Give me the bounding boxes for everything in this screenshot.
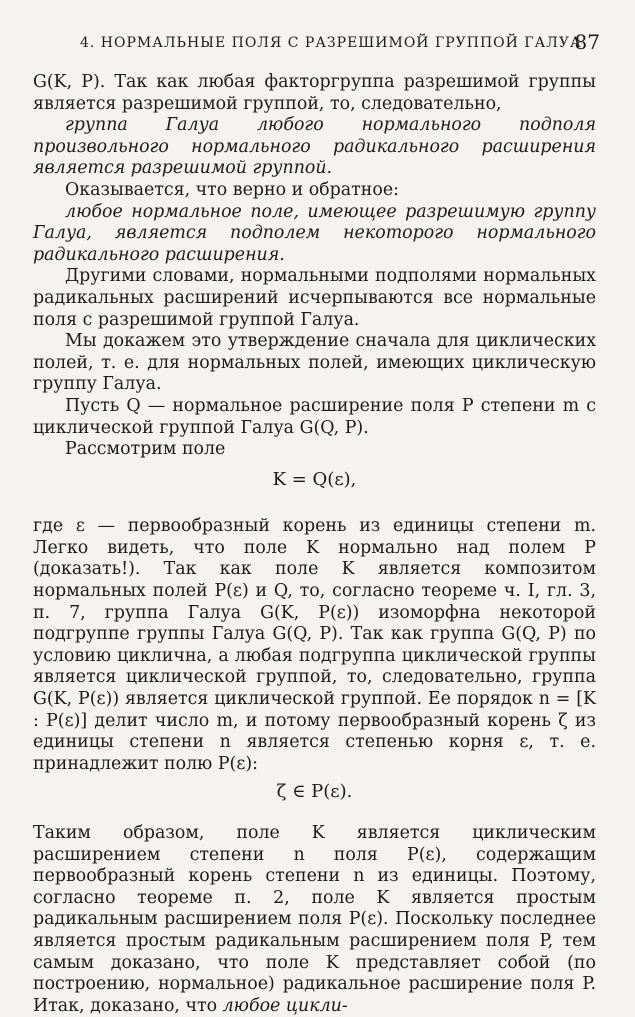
formula-zeta: ζ ∈ P(ε). [276,781,353,803]
paragraph-3: Другими словами, нормальными подполями нормальных радикальных расширений исчерпываются все нормальные поля с разрешимой группой Галуа. [33,266,596,330]
paragraph-6: Рассмотрим поле [65,439,226,460]
paragraph-8 [33,823,596,1017]
paragraph-5: Пусть Q — нормальное расширение поля P степени m с циклической группой Галуа G(Q, P). [33,395,596,438]
running-header [80,30,600,57]
paragraph-8-text: Таким образом, поле K является циклическим расширением степени n поля P(ε), содержащим первообразный корень степени n из единицы. Поэтому, согласно теореме п. 2, поле K является простым радикальным расширением поля P(ε). Поскольку последнее является простым радикальным расширением поля P, тем самым доказано, что поле K представляет собой (по построению, нормальное) радикальное расширение поля P. Итак, доказано, что [33,823,596,1016]
chapter-title: 4. НОРМАЛЬНЫЕ ПОЛЯ С РАЗРЕШИМОЙ ГРУППОЙ ГАЛУА [80,35,582,51]
statement-2: любое нормальное поле, имеющее разрешимую группу Галуа, является подполем некоторого нормального радикального расширения. [33,201,596,265]
formula-field-k: K = Q(ε), [272,468,357,490]
paragraph-8-italic: любое цикли- [222,995,348,1016]
paragraph-1: G(K, P). Так как любая факторгруппа разрешимой группы является разрешимой группой, то, следовательно, [33,72,596,114]
paragraph-2: Оказывается, что верно и обратное: [65,179,399,200]
paragraph-7: где ε — первообразный корень из единицы степени m. Легко видеть, что поле K нормально над полем P (доказать!). Так как поле K является композитом нормальных полей P(ε) и Q, то, согласно теореме ч. I, гл. 3, п. 7, группа Галуа G(K, P(ε)) изоморфна некоторой подгруппе группы Галуа G(Q, P). Так как группа G(Q, P) по условию циклична, а любая подгруппа циклической группы является циклической группой, то, следовательно, группа G(K, P(ε)) является циклической группой. Ее порядок n = [K : P(ε)] делит число m, и потому первообразный корень ζ из единицы степени n является степенью корня ε, т. е. принадлежит полю P(ε): [33,516,596,774]
page-number: 87 [574,30,600,54]
page-body [33,72,596,1017]
statement-1: группа Галуа любого нормального подполя произвольного нормального радикального расширения является разрешимой группой. [33,115,596,179]
paragraph-4: Мы докажем это утверждение сначала для циклических полей, т. е. для нормальных полей, имеющих циклическую группу Галуа. [33,331,596,395]
